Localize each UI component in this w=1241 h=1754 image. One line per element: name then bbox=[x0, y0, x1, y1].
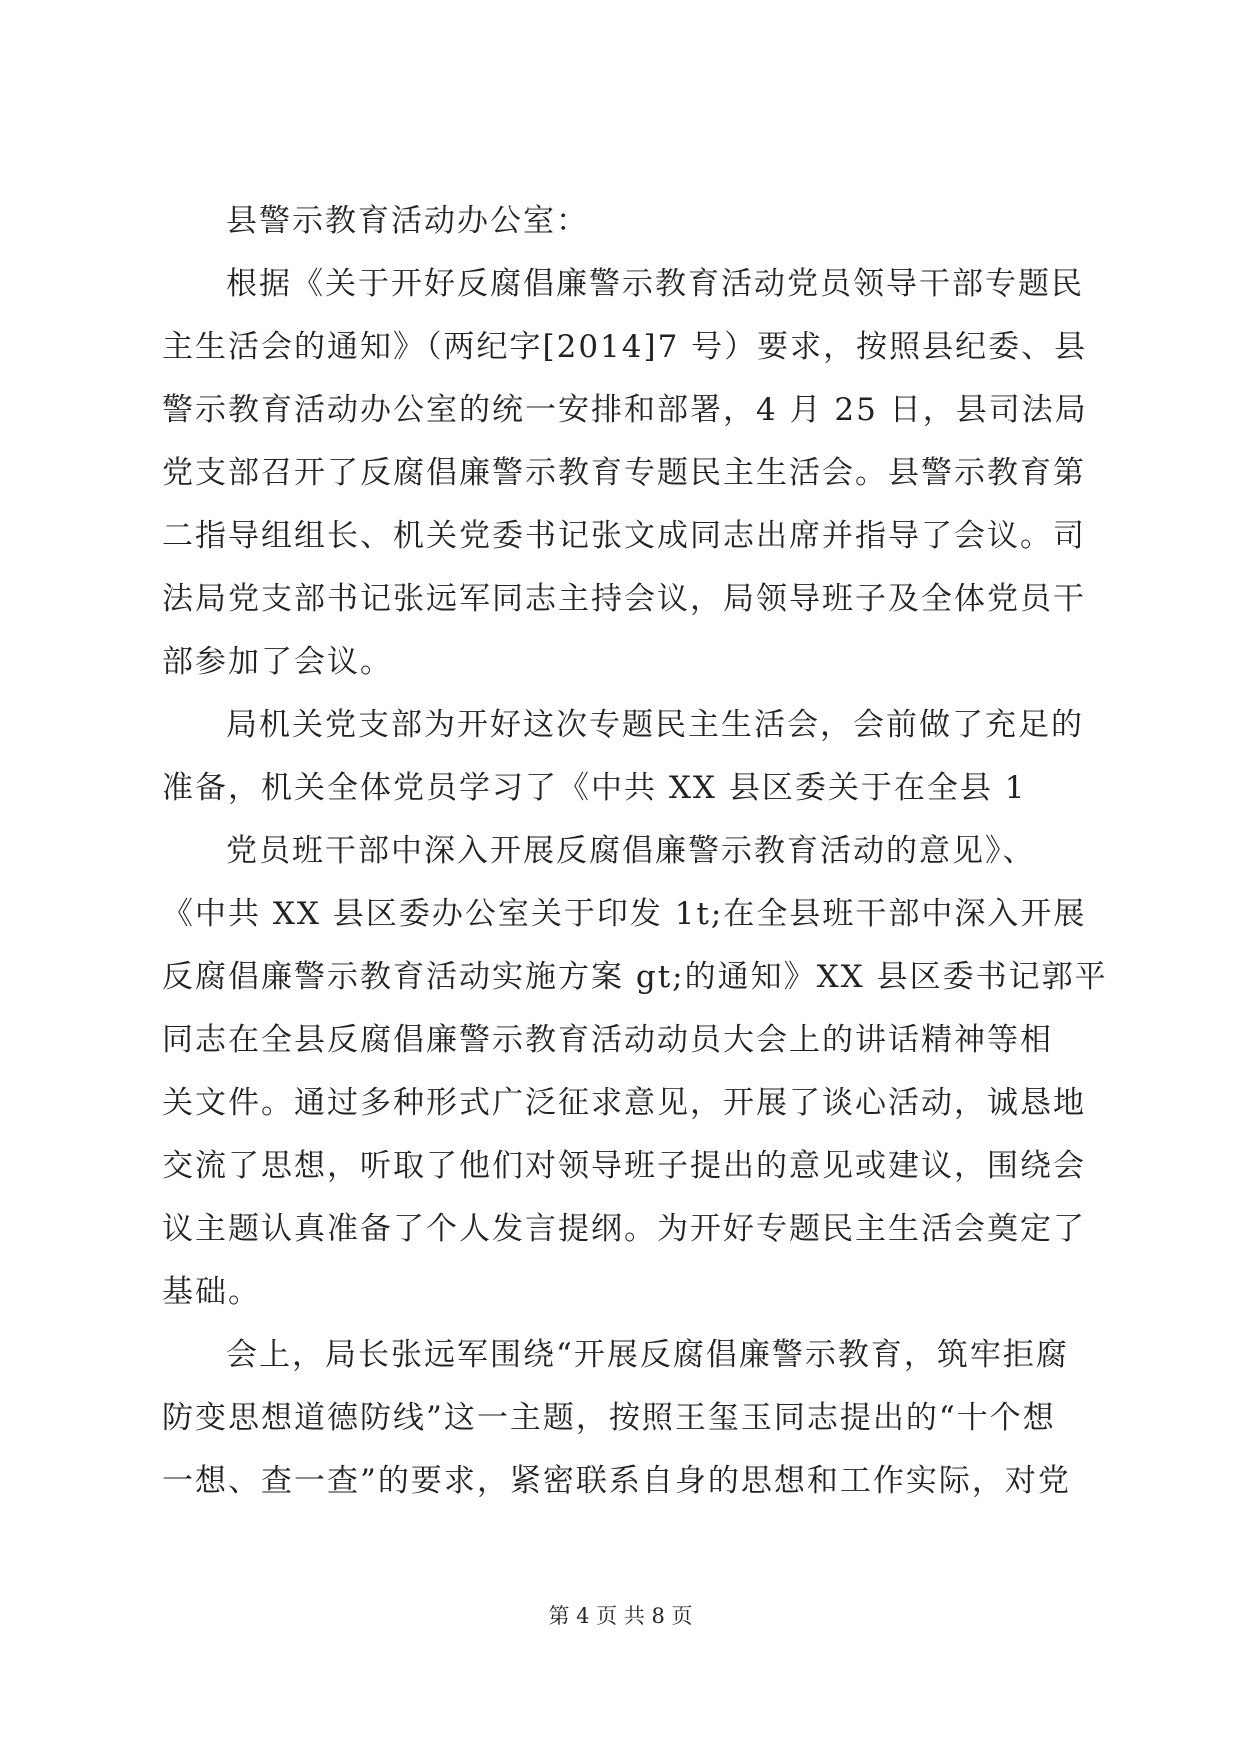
text-line: 局机关党支部为开好这次专题民主生活会，会前做了充足的 bbox=[226, 707, 1084, 743]
text-line: 部参加了会议。 bbox=[162, 644, 393, 680]
text-line: 二指导组组长、机关党委书记张文成同志出席并指导了会议。司 bbox=[162, 518, 1086, 554]
text-line: 关文件。通过多种形式广泛征求意见，开展了谈心活动，诚恳地 bbox=[162, 1085, 1086, 1121]
document-body bbox=[162, 190, 1108, 1513]
page-number-footer: 第 4 页 共 8 页 bbox=[548, 1604, 693, 1628]
text-line: 主生活会的通知》（两纪字[2014]7 号）要求，按照县纪委、县 bbox=[162, 329, 1088, 365]
text-line: 一想、查一查”的要求，紧密联系自身的思想和工作实际，对党 bbox=[162, 1463, 1071, 1499]
text-line: 反腐倡廉警示教育活动实施方案 gt;的通知》XX 县区委书记郭平 bbox=[162, 959, 1108, 995]
text-line: 法局党支部书记张远军同志主持会议，局领导班子及全体党员干 bbox=[162, 581, 1086, 617]
text-line: 党支部召开了反腐倡廉警示教育专题民主生活会。县警示教育第 bbox=[162, 455, 1086, 491]
text-line: 《中共 XX 县区委办公室关于印发 1t;在全县班干部中深入开展 bbox=[162, 896, 1087, 932]
text-line: 基础。 bbox=[162, 1274, 261, 1310]
text-line: 议主题认真准备了个人发言提纲。为开好专题民主生活会奠定了 bbox=[162, 1211, 1086, 1247]
salutation-line: 县警示教育活动办公室： bbox=[226, 203, 589, 239]
text-line: 准备，机关全体党员学习了《中共 XX 县区委关于在全县 1 bbox=[162, 770, 1027, 806]
text-line: 党员班干部中深入开展反腐倡廉警示教育活动的意见》、 bbox=[226, 833, 1036, 869]
text-line: 交流了思想，听取了他们对领导班子提出的意见或建议，围绕会 bbox=[162, 1148, 1086, 1184]
text-line: 防变思想道德防线”这一主题，按照王玺玉同志提出的“十个想 bbox=[162, 1400, 1056, 1436]
text-line: 警示教育活动办公室的统一安排和部署，4 月 25 日，县司法局 bbox=[162, 392, 1088, 428]
text-line: 同志在全县反腐倡廉警示教育活动动员大会上的讲话精神等相 bbox=[162, 1022, 1053, 1058]
text-line: 根据《关于开好反腐倡廉警示教育活动党员领导干部专题民 bbox=[226, 266, 1084, 302]
text-line: 会上，局长张远军围绕“开展反腐倡廉警示教育，筑牢拒腐 bbox=[226, 1337, 1069, 1373]
